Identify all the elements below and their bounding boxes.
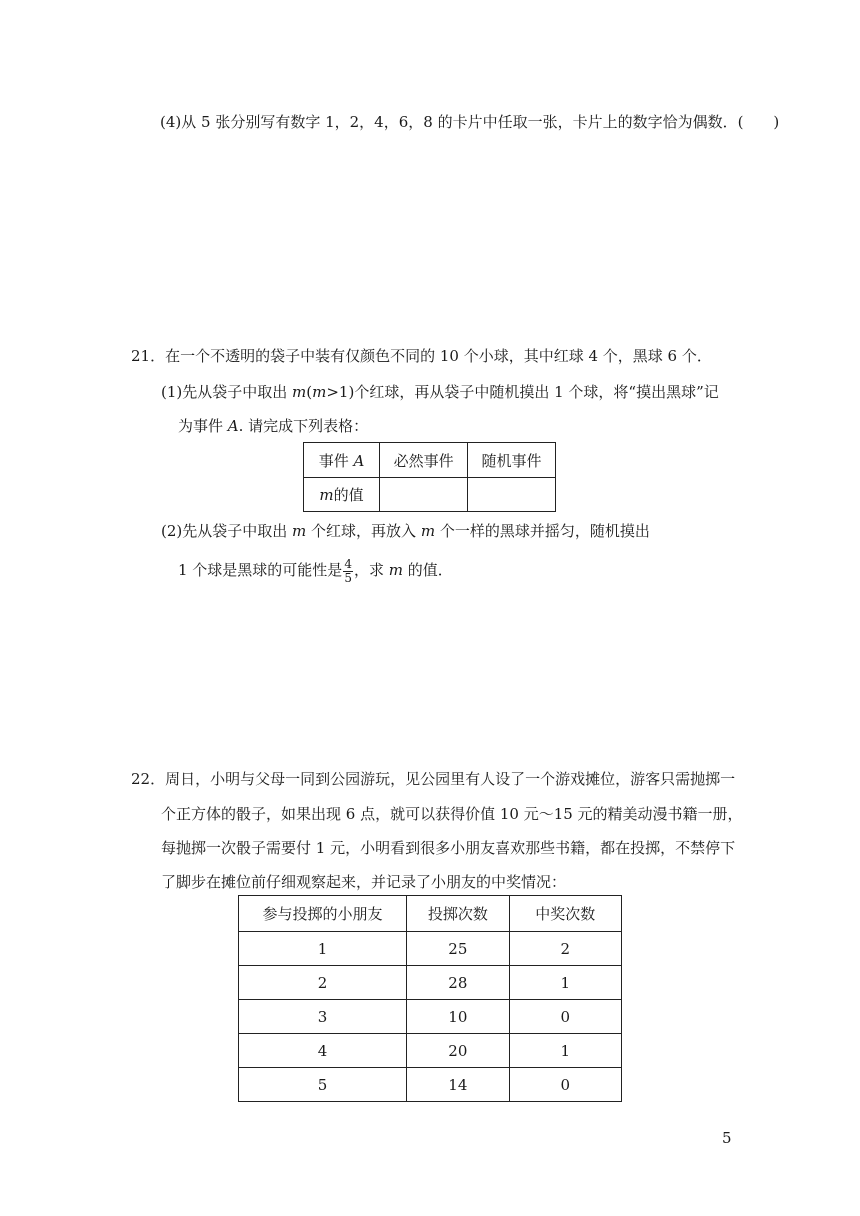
- table-cell: 1: [509, 966, 621, 1000]
- table-row: [239, 1034, 622, 1068]
- q21-table-header-certain: 必然事件: [380, 443, 468, 478]
- q21-table: [303, 442, 556, 512]
- table-row: [239, 1068, 622, 1102]
- q22-line-4: 了脚步在摊位前仔细观察起来，并记录了小朋友的中奖情况：: [161, 873, 567, 891]
- q22-table-header: 中奖次数: [509, 896, 621, 932]
- fraction: [343, 558, 353, 585]
- q21-part2-line2: [178, 555, 453, 585]
- table-cell: 0: [509, 1000, 621, 1034]
- text-run: 个一样的黑球并摇匀，随机摸出: [435, 522, 650, 540]
- q21-part1-line2: [178, 416, 368, 436]
- var-m: m: [312, 383, 327, 401]
- table-cell: 0: [509, 1068, 621, 1102]
- table-cell: 1: [239, 932, 407, 966]
- text-run: 的值: [333, 486, 364, 504]
- text-run: 为事件: [178, 417, 228, 435]
- table-cell: 20: [407, 1034, 510, 1068]
- table-cell: 2: [239, 966, 407, 1000]
- table-row: [239, 966, 622, 1000]
- var-m: m: [292, 522, 307, 540]
- text-run: (1)先从袋子中取出: [161, 383, 293, 401]
- text-run: >1)个红球，再从袋子中随机摸出 1 个球，将“摸出黑球”记: [326, 383, 719, 401]
- table-cell: 3: [239, 1000, 407, 1034]
- table-cell: 5: [239, 1068, 407, 1102]
- q21-table-row-label: [304, 478, 380, 512]
- q21-table-header-random: 随机事件: [468, 443, 556, 478]
- var-m: m: [420, 522, 436, 540]
- fraction-denominator: 5: [344, 570, 352, 585]
- q21-table-cell-random: [468, 478, 556, 512]
- fraction-numerator: 4: [344, 556, 352, 571]
- q21-part1-line1: [161, 382, 719, 402]
- q21-table-header-event: [304, 443, 380, 478]
- table-cell: 25: [407, 932, 510, 966]
- table-cell: 2: [509, 932, 621, 966]
- var-A: A: [353, 451, 365, 470]
- q22-line-3: 每抛掷一次骰子需要付 1 元，小明看到很多小朋友喜欢那些书籍，都在投掷，不禁停下: [161, 839, 736, 857]
- q22-line-2: 个正方体的骰子，如果出现 6 点，就可以获得价值 10 元～15 元的精美动漫书籍一册，: [161, 805, 743, 823]
- q22-table: [238, 895, 622, 1102]
- text-run: (2)先从袋子中取出: [161, 522, 293, 540]
- table-row: [239, 932, 622, 966]
- q21-part2-line1: [161, 521, 650, 541]
- var-m: m: [319, 486, 334, 504]
- text-run: 的值．: [402, 561, 453, 579]
- q22-table-header: 投掷次数: [407, 896, 510, 932]
- table-cell: 10: [407, 1000, 510, 1034]
- text-run: ，求: [353, 561, 389, 579]
- q22-line-1: 22．周日，小明与父母一同到公园游玩，见公园里有人设了一个游戏摊位，游客只需抛掷一: [131, 770, 736, 788]
- text-run: (: [306, 383, 313, 401]
- q21-stem: 21．在一个不透明的袋子中装有仅颜色不同的 10 个小球，其中红球 4 个，黑球 6 个．: [131, 347, 712, 365]
- table-cell: 1: [509, 1034, 621, 1068]
- q22-table-header: 参与投掷的小朋友: [239, 896, 407, 932]
- text-run: . 请完成下列表格：: [238, 417, 369, 435]
- page-number: 5: [722, 1129, 732, 1147]
- text-run: 个红球，再放入: [306, 522, 421, 540]
- text-run: 事件: [318, 451, 354, 470]
- table-cell: 4: [239, 1034, 407, 1068]
- text-run: 1 个球是黑球的可能性是: [178, 561, 343, 579]
- item-4-text: (4)从 5 张分别写有数字 1，2，4，6，8 的卡片中任取一张，卡片上的数字恰为偶数．( ): [160, 113, 780, 131]
- var-A: A: [227, 417, 239, 435]
- table-cell: 14: [407, 1068, 510, 1102]
- var-m: m: [292, 383, 307, 401]
- table-row: [239, 1000, 622, 1034]
- var-m: m: [388, 561, 403, 579]
- table-cell: 28: [407, 966, 510, 1000]
- q21-table-cell-certain: [380, 478, 468, 512]
